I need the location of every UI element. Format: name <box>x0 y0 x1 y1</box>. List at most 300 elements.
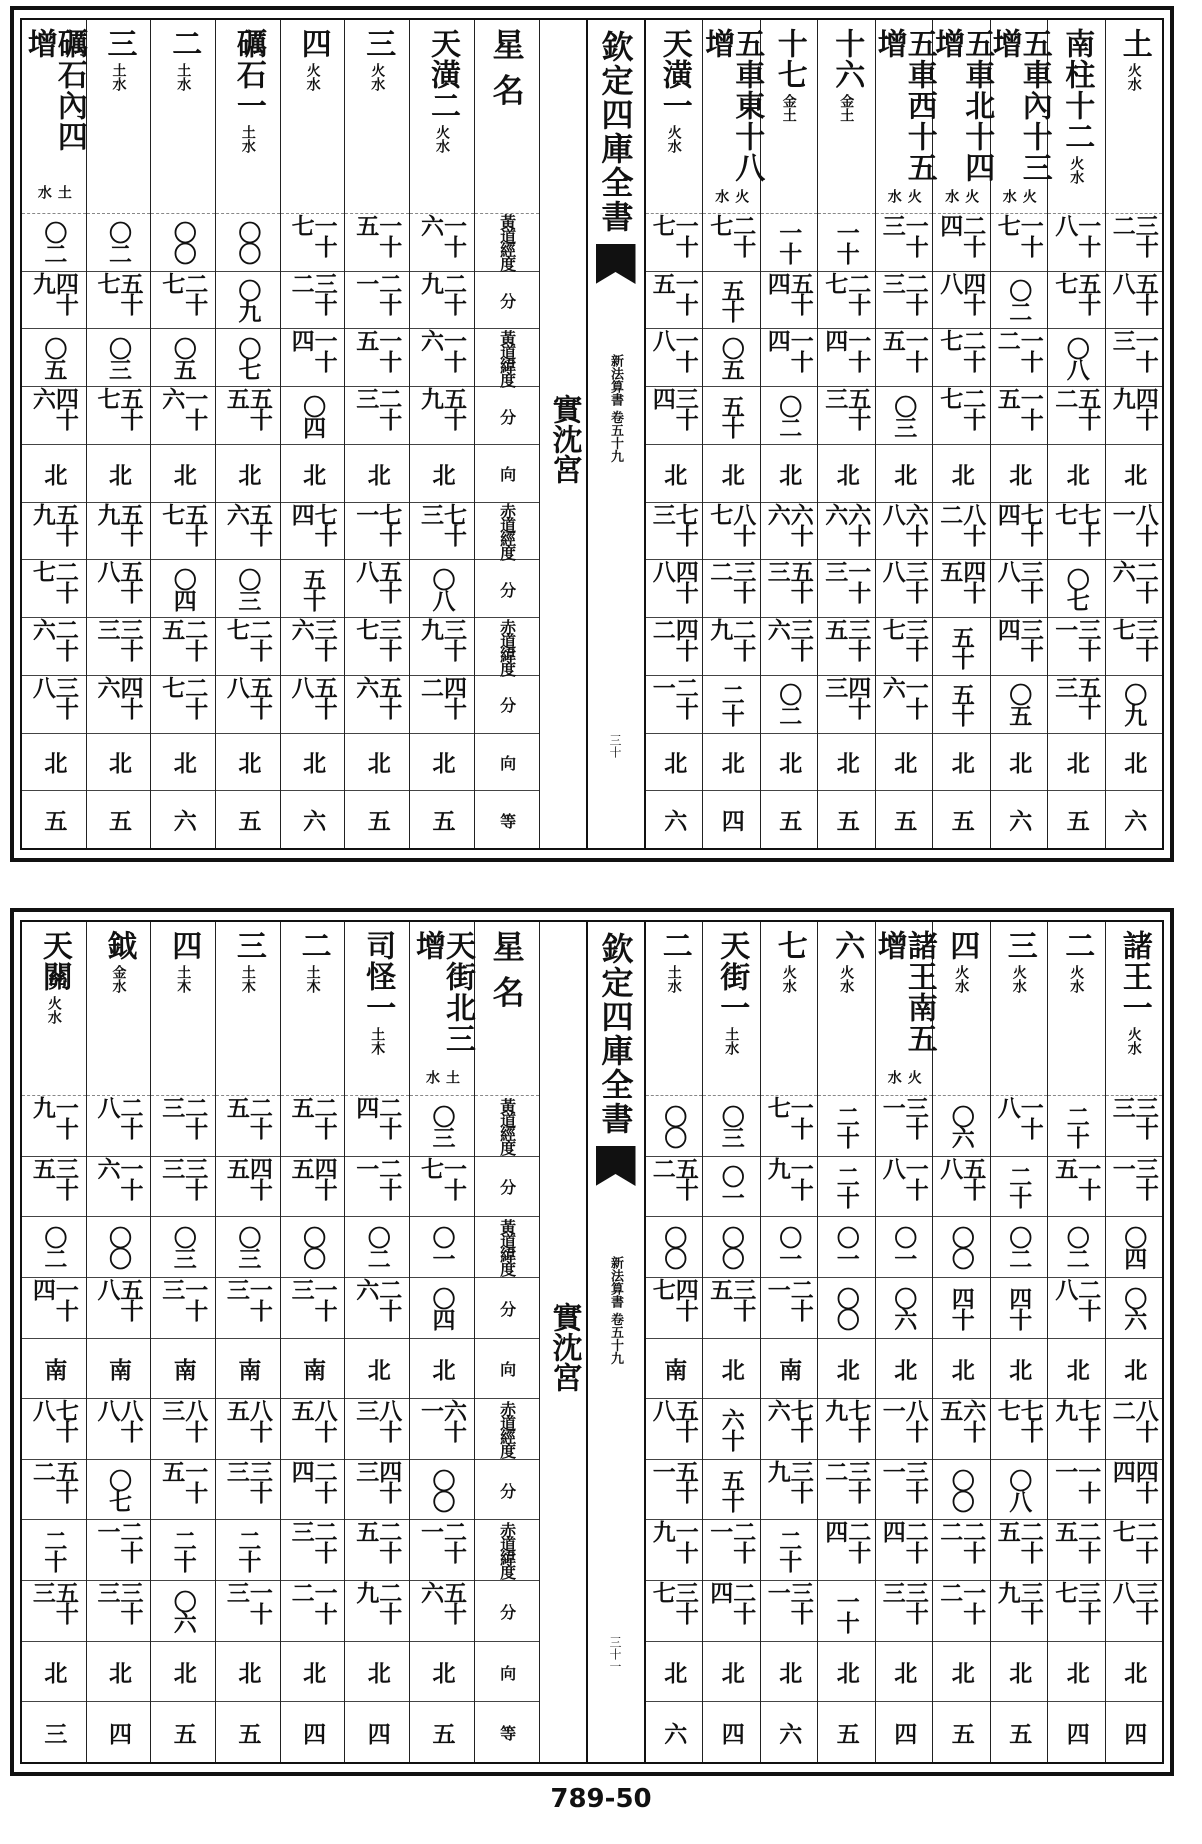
star-column <box>986 20 1052 848</box>
star-name-cell <box>699 20 765 214</box>
value-cell: 〇五 <box>22 329 86 387</box>
value-cell: 五十九 <box>410 387 474 445</box>
value-cell: 五十三 <box>22 1581 86 1642</box>
value-cell: 二十 <box>818 1157 875 1218</box>
value-cell: 北 <box>87 1642 151 1703</box>
value-cell: 六十五 <box>933 1399 990 1460</box>
value-cell: 二十四 <box>818 1520 875 1581</box>
star-element: 火水 <box>304 63 321 91</box>
value-cell: 〇八 <box>1048 329 1105 387</box>
star-column <box>86 922 151 1762</box>
star-column <box>646 922 703 1762</box>
star-name: 二 <box>295 930 331 961</box>
value-cell: 三十九 <box>991 1581 1048 1642</box>
value-cell: 二十四 <box>703 1581 760 1642</box>
value-cell: 北 <box>345 1642 409 1703</box>
value-cell: 北 <box>933 1339 990 1400</box>
value-cell: 二十九 <box>410 272 474 330</box>
value-cell: 四 <box>717 809 745 831</box>
value-cell: 五十二 <box>1048 387 1105 445</box>
volume-label: 新法算書 卷五十九 <box>608 1256 623 1365</box>
star-name-cell <box>703 922 760 1096</box>
value-cell: 四十六 <box>87 676 151 734</box>
value-cell: 三十二 <box>818 1460 875 1521</box>
star-column <box>817 922 875 1762</box>
star-column <box>646 20 703 848</box>
star-element: 火水 <box>369 63 386 91</box>
value-cell: 八十八 <box>87 1399 151 1460</box>
star-name-cell <box>991 922 1048 1096</box>
star-element: 土水 <box>175 63 192 91</box>
value-cell: 三十一 <box>1106 1157 1163 1218</box>
value-cell: 一十九 <box>22 1096 86 1157</box>
value-cell: 北 <box>876 734 933 792</box>
star-name: 十七 <box>771 28 807 90</box>
star-name-cell <box>22 20 86 214</box>
value-cell: 北 <box>703 1642 760 1703</box>
value-cell: 八十三 <box>345 1399 409 1460</box>
value-cell: 〇七 <box>216 329 280 387</box>
star-element: 火水 <box>1000 189 1037 204</box>
star-element: 火水 <box>1125 63 1142 91</box>
value-cell: 一十七 <box>991 214 1048 272</box>
value-cell: 二十四 <box>933 214 990 272</box>
value-cell: 六 <box>1005 809 1033 831</box>
star-element: 土水 <box>423 1070 460 1085</box>
value-cell: 二十一 <box>761 1278 818 1339</box>
value-cell: 二十一 <box>703 1520 760 1581</box>
value-cell: 七十七 <box>991 1399 1048 1460</box>
star-column <box>1047 20 1105 848</box>
star-name: 二 <box>1059 930 1095 961</box>
star-name: 礪石內四增 <box>21 28 87 152</box>
value-cell: 二十 <box>22 1520 86 1581</box>
value-cell: 五十七 <box>87 272 151 330</box>
value-cell: 〇一 <box>818 1217 875 1278</box>
star-name: 三 <box>230 930 266 961</box>
value-cell: 二十五 <box>216 1096 280 1157</box>
value-cell: 二十三 <box>345 387 409 445</box>
value-cell: 四十 <box>933 1278 990 1339</box>
value-cell: 三十一 <box>876 1460 933 1521</box>
value-cell: 一十九 <box>646 1520 703 1581</box>
value-cell: 五 <box>1005 1721 1033 1743</box>
star-name: 司怪一 <box>360 930 396 1023</box>
value-cell: 四十三 <box>818 676 875 734</box>
value-cell: 〇〇 <box>933 1217 990 1278</box>
value-cell: 二十 <box>151 1520 215 1581</box>
value-cell: 五 <box>428 809 456 831</box>
value-cell: 北 <box>1048 1339 1105 1400</box>
value-cell: 七十四 <box>281 503 345 561</box>
value-cell: 二十五 <box>151 618 215 676</box>
value-cell: 二十四 <box>876 1520 933 1581</box>
star-element: 火水 <box>1068 156 1085 184</box>
star-column <box>1105 922 1163 1762</box>
value-cell: 三十九 <box>761 1460 818 1521</box>
value-cell: 五十八 <box>216 676 280 734</box>
value-cell: 五十四 <box>761 272 818 330</box>
value-cell: 〇一 <box>410 1217 474 1278</box>
value-cell: 北 <box>22 734 86 792</box>
value-cell: 二十一 <box>646 676 703 734</box>
header-label: 分 <box>475 387 539 445</box>
value-cell: 五十二 <box>646 1157 703 1218</box>
value-cell: 一十五 <box>345 214 409 272</box>
star-column <box>760 922 818 1762</box>
value-cell: 北 <box>410 1642 474 1703</box>
value-cell: 北 <box>22 1642 86 1703</box>
value-cell: 三十三 <box>87 618 151 676</box>
value-cell: 五十六 <box>345 676 409 734</box>
value-cell: 三十一 <box>1048 618 1105 676</box>
value-cell: 四十二 <box>410 676 474 734</box>
value-cell: 〇二 <box>991 1217 1048 1278</box>
value-cell: 〇八 <box>410 560 474 618</box>
value-cell: 一十三 <box>216 1278 280 1339</box>
value-cell: 〇二 <box>345 1217 409 1278</box>
star-name-cell <box>646 20 703 214</box>
upper-left-half <box>22 20 539 848</box>
value-cell: 六 <box>660 1721 688 1743</box>
star-element: 金土 <box>780 94 797 122</box>
header-label: 等 <box>497 812 517 827</box>
value-cell: 一十 <box>818 214 875 272</box>
star-name-cell <box>818 20 875 214</box>
star-element: 火水 <box>1125 1027 1142 1055</box>
value-cell: 〇三 <box>876 387 933 445</box>
value-cell: 三十八 <box>22 676 86 734</box>
value-cell: 四 <box>299 1721 327 1743</box>
value-cell: 〇七 <box>1048 560 1105 618</box>
value-cell: 六 <box>299 809 327 831</box>
star-column <box>150 922 215 1762</box>
value-cell: 二十五 <box>345 1520 409 1581</box>
value-cell: 〇八 <box>991 1460 1048 1521</box>
star-name: 天街一 <box>714 930 750 1023</box>
value-cell: 〇〇 <box>933 1460 990 1521</box>
star-element: 土木 <box>304 965 321 993</box>
star-name: 五車內十三增 <box>986 28 1052 183</box>
value-cell: 二十四 <box>345 1096 409 1157</box>
value-cell: 北 <box>87 734 151 792</box>
value-cell: 北 <box>991 445 1048 503</box>
value-cell: 北 <box>933 734 990 792</box>
value-cell: 三十七 <box>646 1581 703 1642</box>
value-cell: 五十六 <box>216 503 280 561</box>
star-name: 三 <box>101 28 137 59</box>
value-cell: 四十三 <box>345 1460 409 1521</box>
value-cell: 三十七 <box>345 618 409 676</box>
header-label: 赤道經度 <box>475 503 539 561</box>
value-cell: 二十二 <box>933 1520 990 1581</box>
value-cell: 北 <box>345 734 409 792</box>
star-name-cell <box>216 922 280 1096</box>
value-cell: 〇三 <box>703 1096 760 1157</box>
star-name-cell <box>410 922 474 1096</box>
value-cell: 南 <box>281 1339 345 1400</box>
value-cell: 〇五 <box>703 329 760 387</box>
value-cell: 〇五 <box>991 676 1048 734</box>
value-cell: 二十九 <box>703 618 760 676</box>
value-cell: 二十 <box>216 1520 280 1581</box>
value-cell: 三十二 <box>1106 214 1163 272</box>
value-cell: 三十八 <box>1106 1581 1163 1642</box>
value-cell: 七十九 <box>1048 1399 1105 1460</box>
value-cell: 六十六 <box>761 503 818 561</box>
value-cell: 六 <box>169 809 197 831</box>
value-cell: 北 <box>216 1642 280 1703</box>
header-star-cell <box>475 20 539 214</box>
lower-title-column <box>586 922 646 1762</box>
value-cell: 三 <box>40 1721 68 1743</box>
value-cell: 二十五 <box>1048 1520 1105 1581</box>
page-number: 三十一 <box>608 1636 622 1672</box>
star-column <box>344 922 409 1762</box>
value-cell: 五 <box>40 809 68 831</box>
value-cell: 二十七 <box>933 329 990 387</box>
value-cell: 四十五 <box>216 1157 280 1218</box>
value-cell: 八十七 <box>703 503 760 561</box>
value-cell: 八十五 <box>281 1399 345 1460</box>
value-cell: 二十六 <box>345 1278 409 1339</box>
value-cell: 三十一 <box>761 1581 818 1642</box>
value-cell: 五 <box>428 1721 456 1743</box>
star-name-cell <box>818 922 875 1096</box>
value-cell: 一十四 <box>22 1278 86 1339</box>
value-cell: 〇〇 <box>281 1217 345 1278</box>
value-cell: 北 <box>761 734 818 792</box>
value-cell: 一十三 <box>216 1581 280 1642</box>
star-name: 十六 <box>829 28 865 90</box>
star-name-cell <box>1048 922 1105 1096</box>
value-cell: 二十六 <box>1106 560 1163 618</box>
star-name-cell <box>761 922 818 1096</box>
value-cell: 南 <box>87 1339 151 1400</box>
value-cell: 〇九 <box>216 272 280 330</box>
value-cell: 北 <box>1048 1642 1105 1703</box>
value-cell: 北 <box>281 445 345 503</box>
value-cell: 六十八 <box>876 503 933 561</box>
star-name: 二 <box>166 28 202 59</box>
value-cell: 二十七 <box>818 272 875 330</box>
value-cell: 二十 <box>761 1520 818 1581</box>
value-cell: 二十七 <box>703 214 760 272</box>
value-cell: 北 <box>761 445 818 503</box>
value-cell: 一十二 <box>933 1581 990 1642</box>
value-cell: 六十六 <box>818 503 875 561</box>
value-cell: 一十六 <box>151 387 215 445</box>
value-cell: 二十一 <box>87 1520 151 1581</box>
star-column <box>280 20 345 848</box>
value-cell: 五十八 <box>933 1157 990 1218</box>
star-column <box>150 20 215 848</box>
star-name: 土 <box>1116 28 1152 59</box>
star-element: 土水 <box>665 965 682 993</box>
star-element: 火水 <box>885 1070 922 1085</box>
value-cell: 〇三 <box>216 560 280 618</box>
value-cell: 二十七 <box>151 676 215 734</box>
star-name: 礪石一 <box>230 28 266 121</box>
lower-right-half <box>646 922 1163 1762</box>
value-cell: 四十七 <box>646 1278 703 1339</box>
value-cell: 二十七 <box>22 560 86 618</box>
value-cell: 二十五 <box>991 1520 1048 1581</box>
value-cell: 一十三 <box>151 1278 215 1339</box>
value-cell: 一十五 <box>991 387 1048 445</box>
value-cell: 一十五 <box>345 329 409 387</box>
star-column <box>990 922 1048 1762</box>
value-cell: 二十七 <box>151 272 215 330</box>
value-cell: 北 <box>151 445 215 503</box>
value-cell: 二十一 <box>345 272 409 330</box>
value-cell: 〇二 <box>761 387 818 445</box>
star-column <box>929 20 995 848</box>
value-cell: 三十一 <box>876 1096 933 1157</box>
value-cell: 五十七 <box>1048 272 1105 330</box>
value-cell: 六 <box>660 809 688 831</box>
value-cell: 五 <box>832 1721 860 1743</box>
header-label: 赤道經度 <box>475 1399 539 1460</box>
value-cell: 一十七 <box>646 214 703 272</box>
header-star-label: 星 名 <box>487 930 526 1009</box>
value-cell: 一十一 <box>1048 1460 1105 1521</box>
volume-label: 新法算書 卷五十九 <box>608 354 623 463</box>
star-name: 天潢二 <box>424 28 460 121</box>
star-name: 五車東十八增 <box>699 28 765 183</box>
value-cell: 一十 <box>818 1581 875 1642</box>
value-cell: 北 <box>151 1642 215 1703</box>
fish-tail-icon <box>596 244 636 284</box>
value-cell: 五十八 <box>281 676 345 734</box>
star-element: 火水 <box>838 965 855 993</box>
header-label: 黃道經度 <box>475 1096 539 1157</box>
value-cell: 五十 <box>933 676 990 734</box>
value-cell: 三十五 <box>703 1278 760 1339</box>
value-cell: 二十 <box>818 1096 875 1157</box>
value-cell: 〇一 <box>703 1157 760 1218</box>
value-cell: 三十三 <box>151 1157 215 1218</box>
star-name: 南柱十二 <box>1059 28 1095 152</box>
value-cell: 〇二 <box>1048 1217 1105 1278</box>
star-name: 四 <box>166 930 202 961</box>
header-star-cell <box>475 922 539 1096</box>
value-cell: 〇一 <box>761 1217 818 1278</box>
value-cell: 三十四 <box>991 618 1048 676</box>
value-cell: 〇〇 <box>703 1217 760 1278</box>
header-label: 黃道經度 <box>475 214 539 272</box>
value-cell: 北 <box>281 1642 345 1703</box>
value-cell: 〇三 <box>87 329 151 387</box>
value-cell: 二十三 <box>151 1096 215 1157</box>
star-name: 三 <box>360 28 396 59</box>
value-cell: 〇〇 <box>410 1460 474 1521</box>
value-cell: 五 <box>234 809 262 831</box>
value-cell: 二十三 <box>876 272 933 330</box>
header-label: 黃道緯度 <box>475 1217 539 1278</box>
page-number: 三十 <box>608 734 622 758</box>
header-label: 分 <box>475 1278 539 1339</box>
value-cell: 北 <box>1106 1642 1163 1703</box>
value-cell: 二十 <box>703 676 760 734</box>
value-cell: 四十 <box>991 1278 1048 1339</box>
value-cell: 〇〇 <box>87 1217 151 1278</box>
value-cell: 二十九 <box>345 1581 409 1642</box>
value-cell: 五十三 <box>1048 676 1105 734</box>
value-cell: 〇九 <box>1106 676 1163 734</box>
value-cell: 〇三 <box>410 1096 474 1157</box>
star-name: 諸王南五增 <box>871 930 937 1054</box>
value-cell: 六 <box>1120 809 1148 831</box>
value-cell: 〇四 <box>281 387 345 445</box>
value-cell: 一十五 <box>151 1460 215 1521</box>
star-name-cell <box>151 922 215 1096</box>
value-cell: 一十六 <box>87 1157 151 1218</box>
value-cell: 五十 <box>933 618 990 676</box>
star-element: 火水 <box>780 965 797 993</box>
value-cell: 北 <box>410 1339 474 1400</box>
value-cell: 〇二 <box>22 1217 86 1278</box>
value-cell: 北 <box>933 445 990 503</box>
value-cell: 五 <box>363 809 391 831</box>
value-cell: 一十六 <box>410 214 474 272</box>
value-cell: 〇〇 <box>646 1217 703 1278</box>
header-label: 向 <box>475 734 539 792</box>
value-cell: 四十八 <box>933 272 990 330</box>
star-element: 火水 <box>433 125 450 153</box>
value-cell: 四 <box>890 1721 918 1743</box>
value-cell: 五十八 <box>1106 272 1163 330</box>
value-cell: 〇〇 <box>151 214 215 272</box>
book-title: 欽定四庫全書 <box>596 30 635 234</box>
star-name: 天潢一 <box>656 28 692 121</box>
value-cell: 〇四 <box>151 560 215 618</box>
value-cell: 五十三 <box>818 387 875 445</box>
value-cell: 一十八 <box>646 329 703 387</box>
value-cell: 五十 <box>703 272 760 330</box>
star-name: 四 <box>295 28 331 59</box>
value-cell: 三十五 <box>818 618 875 676</box>
value-cell: 〇〇 <box>646 1096 703 1157</box>
star-element: 火水 <box>1068 965 1085 993</box>
star-name-cell <box>933 922 990 1096</box>
palace-label: 實沈宮 <box>539 20 586 848</box>
value-cell: 〇六 <box>151 1581 215 1642</box>
value-cell: 一十三 <box>281 1278 345 1339</box>
star-column <box>22 20 86 848</box>
header-column <box>474 20 539 848</box>
value-cell: 四十五 <box>933 560 990 618</box>
star-element: 土木 <box>175 965 192 993</box>
star-name: 三 <box>1001 930 1037 961</box>
header-label: 赤道緯度 <box>475 618 539 676</box>
value-cell: 五十七 <box>151 503 215 561</box>
value-cell: 北 <box>1106 734 1163 792</box>
value-cell: 北 <box>703 734 760 792</box>
star-column <box>1105 20 1163 848</box>
value-cell: 八十五 <box>216 1399 280 1460</box>
value-cell: 四十九 <box>1106 387 1163 445</box>
value-cell: 北 <box>216 445 280 503</box>
star-name-cell <box>216 20 280 214</box>
value-cell: 北 <box>703 1339 760 1400</box>
header-label: 向 <box>475 445 539 503</box>
star-column <box>22 922 86 1762</box>
value-cell: 一十四 <box>761 329 818 387</box>
value-cell: 〇四 <box>1106 1217 1163 1278</box>
value-cell: 二十七 <box>1106 1520 1163 1581</box>
star-name: 天關 <box>36 930 72 992</box>
